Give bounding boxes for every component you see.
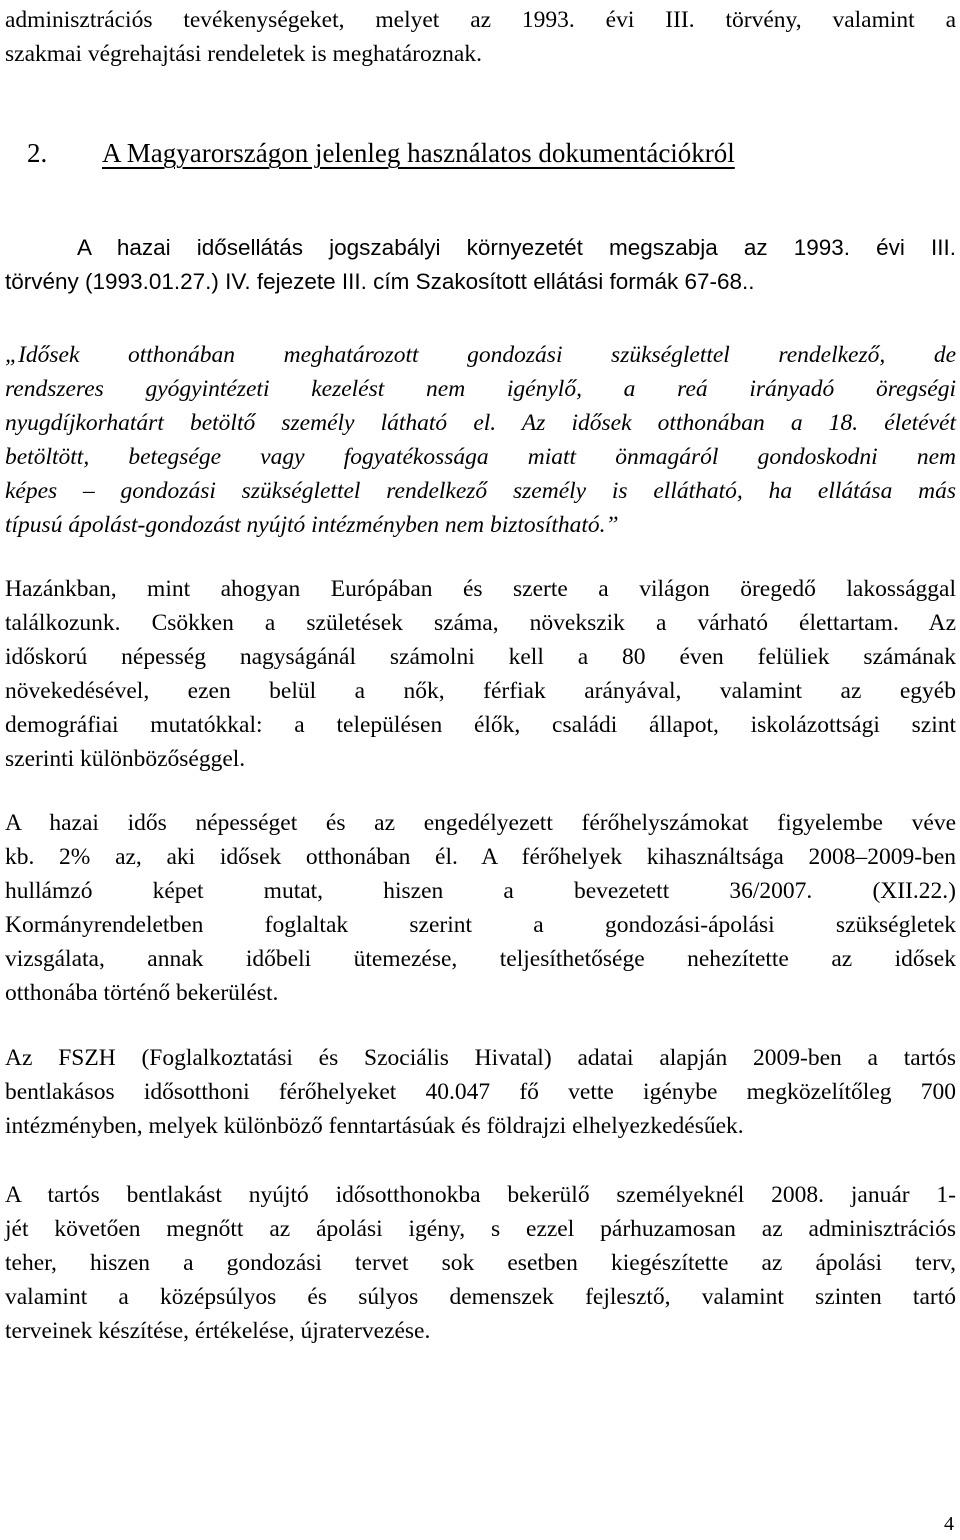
- text-line: nyugdíjkorhatárt betöltő személy látható el. Az idősek otthonában a 18. életévét: [5, 410, 956, 436]
- text-line: vizsgálata, annak időbeli ütemezése, teljesíthetősége nehezítette az idősek: [5, 946, 956, 972]
- text-line: törvény (1993.01.27.) IV. fejezete III. cím Szakosított ellátási formák 67-68..: [5, 269, 755, 294]
- text-line: otthonába történő bekerülést.: [5, 980, 279, 1006]
- text-line: szakmai végrehajtási rendeletek is meghatároznak.: [5, 41, 482, 67]
- text-line: demográfiai mutatókkal: a településen élők, családi állapot, iskolázottsági szint: [5, 712, 956, 738]
- text-line: intézményben, melyek különböző fenntartásúak és földrajzi elhelyezkedésűek.: [5, 1113, 744, 1139]
- text-line: A tartós bentlakást nyújtó idősotthonokba bekerülő személyeknél 2008. január 1-: [5, 1182, 956, 1208]
- text-line: adminisztrációs tevékenységeket, melyet az 1993. évi III. törvény, valamint a: [5, 7, 956, 33]
- text-line: Kormányrendeletben foglaltak szerint a gondozási-ápolási szükségletek: [5, 912, 956, 938]
- section-number: 2.: [27, 138, 48, 168]
- text-line: A hazai idős népességet és az engedélyezett férőhelyszámokat figyelembe véve: [5, 810, 956, 836]
- text-line: Az FSZH (Foglalkoztatási és Szociális Hivatal) adatai alapján 2009-ben a tartós: [5, 1045, 956, 1071]
- law-reference-paragraph: [5, 231, 956, 299]
- text-line: Hazánkban, mint ahogyan Európában és szerte a világon öregedő lakossággal: [5, 576, 956, 602]
- text-line: kb. 2% az, aki idősek otthonában él. A férőhelyek kihasználtsága 2008–2009-ben: [5, 844, 956, 870]
- demography-paragraph: [5, 572, 956, 776]
- text-line: teher, hiszen a gondozási tervet sok esetben kiegészítette az ápolási terv,: [5, 1250, 956, 1276]
- text-line: képes – gondozási szükséglettel rendelkező személy is ellátható, ha ellátása más: [5, 478, 956, 504]
- text-line: szerinti különbözőséggel.: [5, 746, 246, 772]
- text-line: időskorú népesség nagyságánál számolni kell a 80 éven felüliek számának: [5, 644, 956, 670]
- capacity-paragraph: [5, 806, 956, 1010]
- text-line: betöltött, betegsége vagy fogyatékossága miatt önmagáról gondoskodni nem: [5, 444, 956, 470]
- text-line: találkozunk. Csökken a születések száma, növekszik a várható élettartam. Az: [5, 610, 956, 636]
- text-line: A hazai idősellátás jogszabályi környezetét megszabja az 1993. évi III.: [77, 235, 956, 260]
- section-title: A Magyarországon jelenleg használatos dokumentációkról: [102, 138, 735, 168]
- page-number: 4: [944, 1513, 954, 1535]
- text-line: „Idősek otthonában meghatározott gondozási szükséglettel rendelkező, de: [5, 342, 956, 368]
- text-line: típusú ápolást-gondozást nyújtó intézményben nem biztosítható.”: [5, 512, 619, 538]
- section-heading: [27, 133, 735, 173]
- fszh-paragraph: [5, 1041, 956, 1143]
- law-quote-paragraph: [5, 338, 956, 542]
- admin-burden-paragraph: [5, 1178, 956, 1348]
- text-line: bentlakásos idősotthoni férőhelyeket 40.047 fő vette igénybe megközelítőleg 700: [5, 1079, 956, 1105]
- text-line: rendszeres gyógyintézeti kezelést nem igénylő, a reá irányadó öregségi: [5, 376, 956, 402]
- text-line: valamint a középsúlyos és súlyos demenszek fejlesztő, valamint szinten tartó: [5, 1284, 956, 1310]
- text-line: terveinek készítése, értékelése, újratervezése.: [5, 1318, 431, 1344]
- text-line: jét követően megnőtt az ápolási igény, s ezzel párhuzamosan az adminisztrációs: [5, 1216, 956, 1242]
- text-line: növekedésével, ezen belül a nők, férfiak arányával, valamint az egyéb: [5, 678, 956, 704]
- intro-paragraph: [5, 3, 956, 71]
- text-line: hullámzó képet mutat, hiszen a bevezetett 36/2007. (XII.22.): [5, 878, 956, 904]
